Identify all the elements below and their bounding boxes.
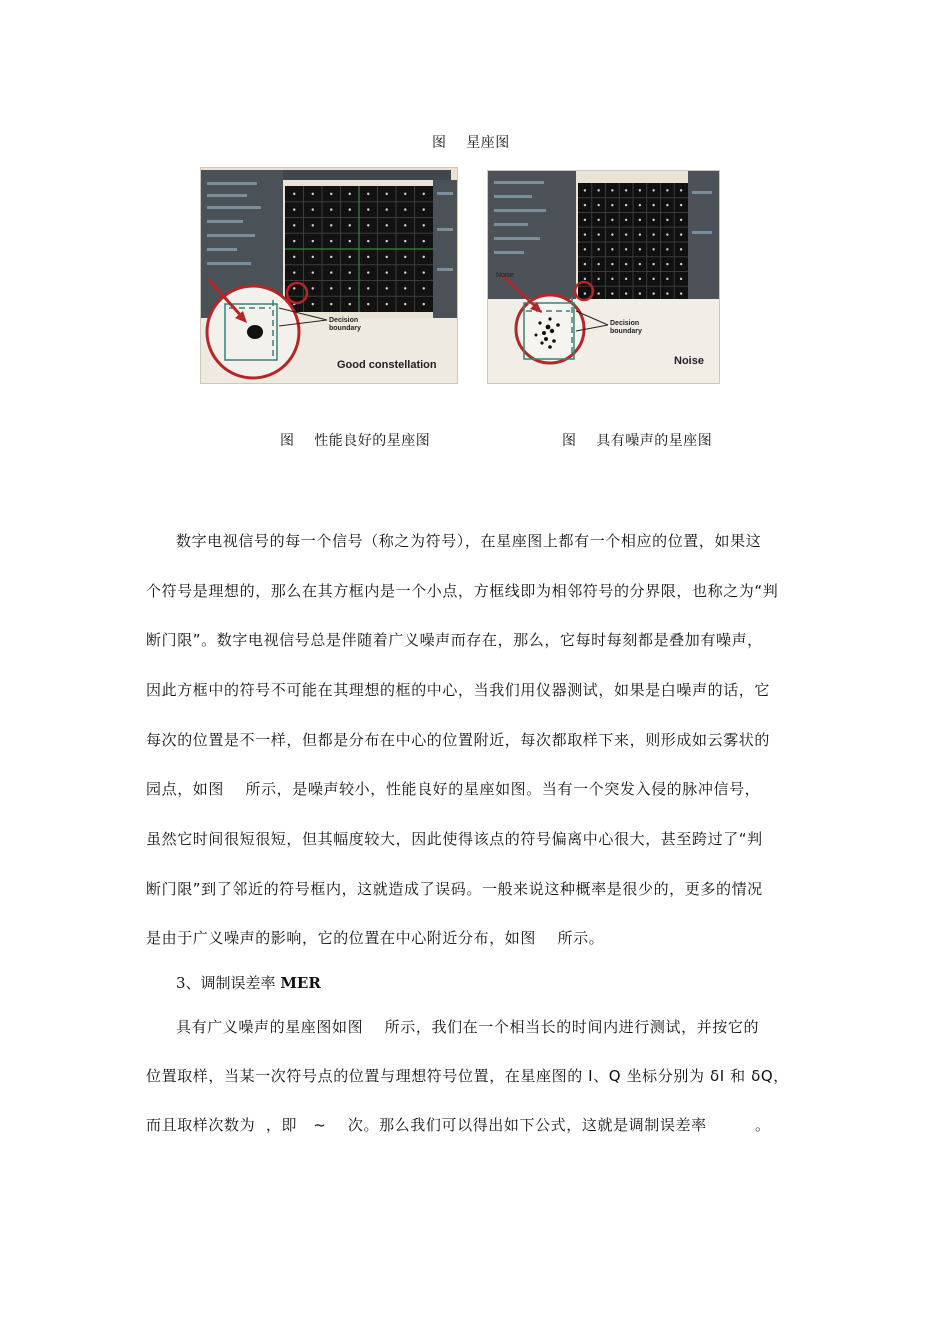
constellation-point <box>625 189 627 191</box>
constellation-point <box>386 271 388 273</box>
caption-noise-constellation: 图 具有噪声的星座图 <box>562 433 713 449</box>
constellation-point <box>625 263 627 265</box>
constellation-point <box>652 248 654 250</box>
constellation-point <box>349 224 351 226</box>
constellation-point <box>349 256 351 258</box>
constellation-point <box>349 303 351 305</box>
noise-constellation-image <box>488 171 719 383</box>
constellation-point <box>423 303 425 305</box>
constellation-point <box>367 208 369 210</box>
constellation-point <box>597 278 599 280</box>
constellation-point <box>349 240 351 242</box>
constellation-point <box>386 303 388 305</box>
section-heading <box>176 972 321 993</box>
constellation-point <box>680 248 682 250</box>
constellation-point <box>330 271 332 273</box>
constellation-point <box>312 240 314 242</box>
constellation-point <box>666 278 668 280</box>
good-constellation-image <box>201 168 457 383</box>
constellation-point <box>680 292 682 294</box>
constellation-point <box>367 224 369 226</box>
constellation-point <box>312 224 314 226</box>
constellation-point <box>584 233 586 235</box>
constellation-point <box>611 189 613 191</box>
constellation-point <box>584 248 586 250</box>
constellation-point <box>666 219 668 221</box>
constellation-point <box>652 204 654 206</box>
constellation-point <box>404 271 406 273</box>
constellation-point <box>625 278 627 280</box>
constellation-point <box>330 224 332 226</box>
constellation-point <box>666 292 668 294</box>
constellation-point <box>680 189 682 191</box>
constellation-point <box>423 240 425 242</box>
good-constellation-label: Good constellation <box>337 359 437 371</box>
constellation-point <box>652 219 654 221</box>
constellation-point <box>611 263 613 265</box>
constellation-point <box>386 193 388 195</box>
constellation-point <box>349 193 351 195</box>
paragraph-line: 每次的位置是不一样，但都是分布在中心的位置附近，每次都取样下来，则形成如云雾状的 <box>146 731 771 749</box>
constellation-point <box>666 189 668 191</box>
constellation-point <box>639 278 641 280</box>
caption-good-constellation: 图 性能良好的星座图 <box>280 433 431 449</box>
constellation-point <box>330 303 332 305</box>
constellation-point <box>597 233 599 235</box>
constellation-point <box>611 292 613 294</box>
constellation-point <box>423 193 425 195</box>
constellation-point <box>639 248 641 250</box>
noise-constellation-figure <box>487 170 720 384</box>
constellation-point <box>293 256 295 258</box>
constellation-point <box>330 193 332 195</box>
constellation-point <box>293 271 295 273</box>
constellation-point <box>680 219 682 221</box>
constellation-point <box>597 263 599 265</box>
constellation-point <box>611 233 613 235</box>
paragraph-line: 断门限”到了邻近的符号框内，这就造成了误码。一般来说这种概率是很少的，更多的情况 <box>146 880 763 898</box>
constellation-point <box>680 263 682 265</box>
constellation-point <box>423 271 425 273</box>
constellation-point <box>404 256 406 258</box>
figure-title: 图 星座图 <box>432 135 510 151</box>
constellation-point <box>367 193 369 195</box>
constellation-point <box>680 278 682 280</box>
paragraph-line: 个符号是理想的，那么在其方框内是一个小点，方框线即为相邻符号的分界限，也称之为“判 <box>146 582 779 600</box>
noise-pointer-label: Noise <box>496 272 514 279</box>
constellation-point <box>639 233 641 235</box>
constellation-point <box>625 233 627 235</box>
paragraph-line: 园点，如图 所示，是噪声较小，性能良好的星座如图。当有一个突发入侵的脉冲信号， <box>146 780 761 798</box>
constellation-point <box>597 292 599 294</box>
constellation-point <box>367 240 369 242</box>
constellation-point <box>680 204 682 206</box>
paragraph-line: 虽然它时间很短很短，但其幅度较大，因此使得该点的符号偏离中心很大，甚至跨过了“判 <box>146 830 763 848</box>
constellation-point <box>611 219 613 221</box>
constellation-point <box>423 208 425 210</box>
decision-boundary-label: boundary <box>329 325 361 332</box>
constellation-point <box>666 204 668 206</box>
constellation-point <box>423 256 425 258</box>
paragraph-line: 断门限”。数字电视信号总是伴随着广义噪声而存在，那么，它每时每刻都是叠加有噪声， <box>146 631 763 649</box>
constellation-point <box>404 193 406 195</box>
constellation-point <box>597 248 599 250</box>
constellation-point <box>386 224 388 226</box>
constellation-point <box>330 256 332 258</box>
constellation-point <box>293 287 295 289</box>
constellation-point <box>611 248 613 250</box>
constellation-point <box>584 292 586 294</box>
constellation-point <box>349 271 351 273</box>
constellation-point <box>386 287 388 289</box>
constellation-point <box>293 208 295 210</box>
constellation-point <box>423 224 425 226</box>
paragraph-line: 数字电视信号的每一个信号（称之为符号），在星座图上都有一个相应的位置，如果这 <box>176 532 762 550</box>
constellation-point <box>597 204 599 206</box>
constellation-point <box>293 224 295 226</box>
constellation-point <box>349 208 351 210</box>
constellation-point <box>367 271 369 273</box>
constellation-point <box>404 240 406 242</box>
constellation-point <box>386 208 388 210</box>
constellation-point <box>330 287 332 289</box>
constellation-point <box>597 219 599 221</box>
constellation-point <box>367 287 369 289</box>
constellation-point <box>652 292 654 294</box>
decision-boundary-label: Decision <box>610 320 640 327</box>
constellation-point <box>312 271 314 273</box>
constellation-point <box>625 248 627 250</box>
constellation-point <box>584 263 586 265</box>
constellation-point <box>652 278 654 280</box>
constellation-point <box>597 189 599 191</box>
constellation-point <box>404 303 406 305</box>
constellation-point <box>293 193 295 195</box>
paragraph-line: 位置取样，当某一次符号点的位置与理想符号位置，在星座图的 I、Q 坐标分别为 δI 和 δQ， <box>146 1067 789 1085</box>
noise-figure-label: Noise <box>674 355 704 367</box>
good-constellation-figure <box>200 167 458 384</box>
constellation-point <box>330 240 332 242</box>
decision-boundary-label: Decision <box>329 317 359 324</box>
constellation-point <box>367 256 369 258</box>
paragraph-line: 具有广义噪声的星座图如图 所示，我们在一个相当长的时间内进行测试，并按它的 <box>176 1018 760 1036</box>
constellation-point <box>666 248 668 250</box>
constellation-point <box>312 256 314 258</box>
section-number: 3、调制误差率 <box>176 974 281 992</box>
constellation-point <box>584 278 586 280</box>
constellation-point <box>652 263 654 265</box>
constellation-point <box>639 219 641 221</box>
section-title-bold: MER <box>280 974 321 992</box>
constellation-point <box>293 240 295 242</box>
constellation-point <box>367 303 369 305</box>
constellation-point <box>611 278 613 280</box>
constellation-point <box>330 208 332 210</box>
constellation-point <box>349 287 351 289</box>
constellation-point <box>639 204 641 206</box>
constellation-point <box>639 292 641 294</box>
constellation-point <box>666 263 668 265</box>
constellation-point <box>680 233 682 235</box>
constellation-point <box>625 204 627 206</box>
constellation-point <box>625 219 627 221</box>
constellation-point <box>312 193 314 195</box>
constellation-point <box>312 208 314 210</box>
paragraph-line: 而且取样次数为 ，即 ~ 次。那么我们可以得出如下公式，这就是调制误差率 。 <box>146 1116 771 1134</box>
paragraph-line: 因此方框中的符号不可能在其理想的框的中心，当我们用仪器测试，如果是白噪声的话，它 <box>146 681 771 699</box>
constellation-point <box>639 189 641 191</box>
constellation-point <box>611 204 613 206</box>
constellation-point <box>312 287 314 289</box>
constellation-point <box>423 287 425 289</box>
constellation-point <box>404 287 406 289</box>
paragraph-line: 是由于广义噪声的影响，它的位置在中心附近分布，如图 所示。 <box>146 929 605 947</box>
constellation-point <box>666 233 668 235</box>
constellation-point <box>584 189 586 191</box>
constellation-point <box>652 233 654 235</box>
constellation-point <box>386 256 388 258</box>
constellation-point <box>584 219 586 221</box>
constellation-point <box>639 263 641 265</box>
constellation-point <box>404 208 406 210</box>
constellation-point <box>652 189 654 191</box>
decision-boundary-label: boundary <box>610 328 642 335</box>
constellation-point <box>625 292 627 294</box>
constellation-point <box>584 204 586 206</box>
constellation-point <box>386 240 388 242</box>
constellation-point <box>404 224 406 226</box>
constellation-point <box>312 303 314 305</box>
